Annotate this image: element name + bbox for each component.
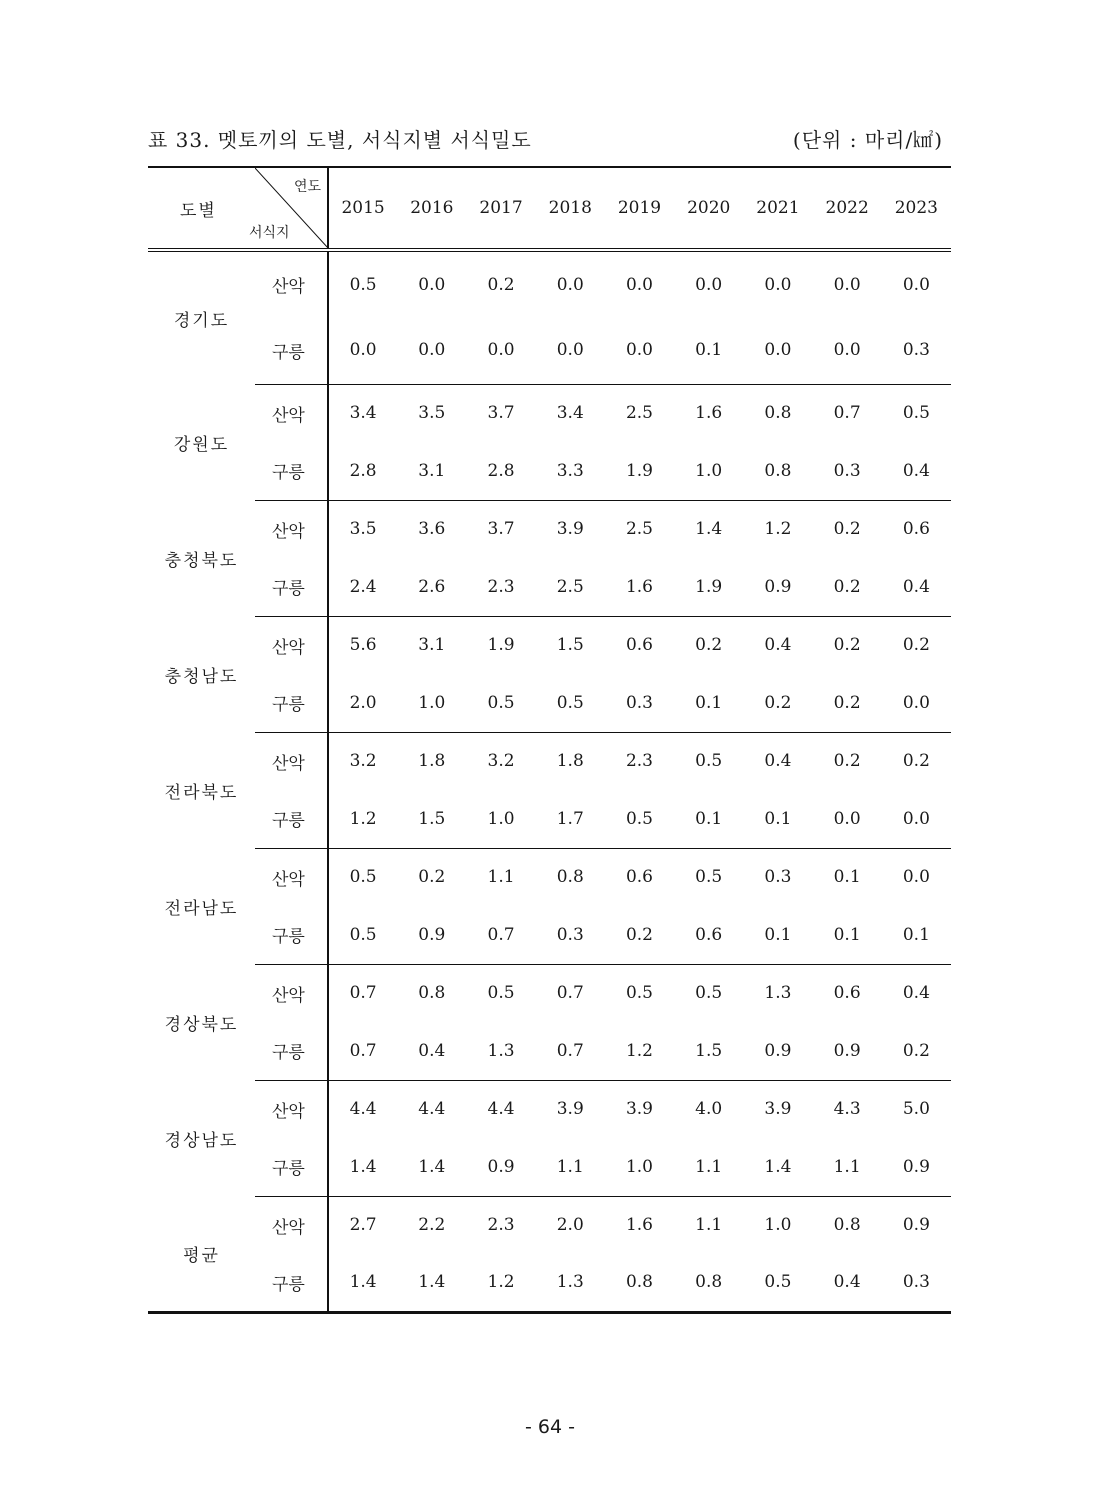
table-row [148,1196,951,1254]
density-value-cell: 0.0 [536,317,605,384]
density-value-cell: 3.2 [487,751,515,772]
habitat-cell: 산악 [255,1080,328,1138]
density-value-cell: 2.6 [397,558,466,616]
density-value-cell: 0.5 [349,274,377,295]
density-value-cell: 0.2 [833,751,861,772]
year-header: 2022 [813,167,882,250]
density-value-cell: 0.2 [833,519,861,540]
density-value-cell: 3.7 [487,519,515,540]
habitat-cell: 구릉 [255,442,328,500]
year-header: 2019 [605,167,674,250]
habitat-cell: 구릉 [255,1254,328,1312]
density-value-cell: 1.3 [764,983,792,1004]
density-value-cell: 0.0 [466,317,535,384]
density-value-cell: 0.1 [674,674,743,732]
density-value-cell: 3.6 [418,519,446,540]
density-table [148,166,951,1314]
density-value-cell: 1.0 [674,442,743,500]
density-value-cell: 1.1 [536,1138,605,1196]
table-row [148,674,951,732]
density-value-cell: 1.0 [397,674,466,732]
habitat-cell: 산악 [255,384,328,442]
table-row [148,616,951,674]
table-row [148,790,951,848]
density-value-cell: 0.2 [882,1022,951,1080]
density-value-cell: 0.9 [743,1022,812,1080]
table-row [148,1080,951,1138]
year-header: 2018 [536,167,605,250]
density-value-cell: 0.1 [674,790,743,848]
density-value-cell: 1.1 [813,1138,882,1196]
density-value-cell: 1.1 [695,1215,723,1236]
region-cell: 강원도 [173,434,230,455]
density-value-cell: 1.8 [556,751,584,772]
density-value-cell: 0.8 [833,1215,861,1236]
density-value-cell: 0.4 [882,558,951,616]
region-cell: 경상북도 [164,1014,239,1035]
density-value-cell: 0.9 [902,1215,930,1236]
density-value-cell: 0.5 [466,674,535,732]
density-value-cell: 0.3 [882,1254,951,1312]
density-value-cell: 0.5 [743,1254,812,1312]
table-row [148,964,951,1022]
density-value-cell: 1.9 [605,442,674,500]
density-value-cell: 0.5 [902,403,930,424]
density-value-cell: 0.0 [625,274,653,295]
density-value-cell: 1.3 [466,1022,535,1080]
density-value-cell: 2.0 [328,674,397,732]
density-value-cell: 0.2 [487,274,515,295]
density-value-cell: 0.0 [695,274,723,295]
density-value-cell: 1.6 [625,1215,653,1236]
density-value-cell: 0.5 [349,867,377,888]
density-value-cell: 3.9 [764,1099,792,1120]
region-cell: 충청남도 [164,666,239,687]
density-value-cell: 1.4 [397,1138,466,1196]
density-value-cell: 3.1 [418,635,446,656]
unit-label: (단위 : 마리/㎢) [792,128,943,152]
density-value-cell: 0.5 [695,867,723,888]
habitat-cell: 산악 [255,1196,328,1254]
year-header: 2015 [328,167,397,250]
density-value-cell: 0.5 [536,674,605,732]
table-row [148,558,951,616]
density-value-cell: 4.4 [487,1099,515,1120]
density-value-cell: 0.5 [328,906,397,964]
habitat-axis-label: 서식지 [249,225,290,241]
density-value-cell: 0.5 [695,983,723,1004]
density-value-cell: 0.9 [397,906,466,964]
density-value-cell: 0.3 [536,906,605,964]
density-value-cell: 0.6 [625,635,653,656]
density-value-cell: 0.0 [418,274,446,295]
density-value-cell: 0.0 [556,274,584,295]
region-cell: 충청북도 [164,550,239,571]
density-value-cell: 3.5 [418,403,446,424]
density-value-cell: 0.0 [743,317,812,384]
density-value-cell: 3.9 [625,1099,653,1120]
table-row [148,906,951,964]
density-value-cell: 0.1 [674,317,743,384]
density-value-cell: 0.2 [813,674,882,732]
density-value-cell: 0.9 [813,1022,882,1080]
density-value-cell: 1.5 [556,635,584,656]
density-value-cell: 3.9 [556,519,584,540]
habitat-cell: 구릉 [255,1022,328,1080]
density-value-cell: 1.9 [487,635,515,656]
density-value-cell: 0.0 [605,317,674,384]
habitat-cell: 구릉 [255,558,328,616]
density-value-cell: 0.5 [625,983,653,1004]
density-value-cell: 5.6 [349,635,377,656]
density-value-cell: 0.2 [902,635,930,656]
density-value-cell: 1.2 [328,790,397,848]
density-value-cell: 0.8 [674,1254,743,1312]
density-value-cell: 1.4 [397,1254,466,1312]
year-header: 2017 [466,167,535,250]
density-value-cell: 0.8 [605,1254,674,1312]
habitat-cell: 산악 [255,848,328,906]
table-row [148,384,951,442]
density-value-cell: 0.1 [813,906,882,964]
density-value-cell: 1.1 [674,1138,743,1196]
habitat-cell: 구릉 [255,674,328,732]
density-value-cell: 0.5 [487,983,515,1004]
year-axis-label: 연도 [293,179,321,195]
table-row [148,317,951,384]
header-row [148,167,951,250]
density-value-cell: 0.0 [882,674,951,732]
table-row [148,442,951,500]
density-value-cell: 1.2 [764,519,792,540]
density-value-cell: 1.2 [605,1022,674,1080]
density-value-cell: 0.0 [902,274,930,295]
density-value-cell: 0.1 [882,906,951,964]
density-value-cell: 3.4 [556,403,584,424]
density-value-cell: 0.2 [605,906,674,964]
density-value-cell: 3.7 [487,403,515,424]
density-value-cell: 1.7 [536,790,605,848]
density-value-cell: 1.4 [328,1138,397,1196]
table-row [148,732,951,790]
density-value-cell: 0.0 [813,317,882,384]
density-value-cell: 0.1 [833,867,861,888]
density-value-cell: 0.5 [605,790,674,848]
density-value-cell: 4.4 [418,1099,446,1120]
density-value-cell: 0.7 [556,983,584,1004]
region-cell: 평균 [183,1245,220,1266]
table-row [148,1022,951,1080]
density-value-cell: 1.5 [397,790,466,848]
table-row [148,1254,951,1312]
region-cell: 전라남도 [164,898,239,919]
habitat-cell: 구릉 [255,1138,328,1196]
density-value-cell: 0.0 [764,274,792,295]
density-value-cell: 3.9 [556,1099,584,1120]
density-value-cell: 0.0 [882,790,951,848]
density-value-cell: 2.5 [625,519,653,540]
density-value-cell: 0.7 [833,403,861,424]
density-value-cell: 2.7 [349,1215,377,1236]
habitat-cell: 구릉 [255,790,328,848]
density-value-cell: 0.7 [466,906,535,964]
table-row [148,250,951,317]
density-value-cell: 0.2 [833,635,861,656]
density-value-cell: 0.2 [695,635,723,656]
habitat-cell: 구릉 [255,906,328,964]
density-value-cell: 0.4 [813,1254,882,1312]
density-value-cell: 3.3 [536,442,605,500]
density-value-cell: 0.0 [902,867,930,888]
table-title: 표 33. 멧토끼의 도별, 서식지별 서식밀도 [148,128,532,152]
density-value-cell: 0.9 [466,1138,535,1196]
density-value-cell: 1.0 [764,1215,792,1236]
density-value-cell: 4.0 [695,1099,723,1120]
density-value-cell: 1.1 [487,867,515,888]
density-value-cell: 2.5 [625,403,653,424]
table-row [148,1138,951,1196]
density-value-cell: 1.0 [466,790,535,848]
year-header: 2016 [397,167,466,250]
density-value-cell: 1.4 [695,519,723,540]
density-value-cell: 0.3 [764,867,792,888]
density-value-cell: 0.8 [743,442,812,500]
density-value-cell: 0.2 [418,867,446,888]
density-value-cell: 0.6 [625,867,653,888]
habitat-cell: 산악 [255,250,328,317]
density-value-cell: 0.3 [605,674,674,732]
density-value-cell: 0.5 [695,751,723,772]
density-value-cell: 1.3 [536,1254,605,1312]
density-value-cell: 0.4 [764,635,792,656]
year-header: 2020 [674,167,743,250]
habitat-cell: 구릉 [255,317,328,384]
density-value-cell: 1.8 [418,751,446,772]
density-value-cell: 2.8 [328,442,397,500]
region-header: 도별 [148,167,255,250]
density-value-cell: 3.2 [349,751,377,772]
density-value-cell: 1.9 [674,558,743,616]
density-value-cell: 1.5 [674,1022,743,1080]
density-value-cell: 2.5 [536,558,605,616]
density-value-cell: 1.2 [466,1254,535,1312]
density-value-cell: 0.3 [813,442,882,500]
diagonal-header [249,167,328,250]
density-value-cell: 0.7 [349,983,377,1004]
density-value-cell: 0.1 [743,906,812,964]
density-value-cell: 0.6 [833,983,861,1004]
year-header: 2021 [743,167,812,250]
density-value-cell: 0.2 [813,558,882,616]
density-value-cell: 0.8 [418,983,446,1004]
habitat-cell: 산악 [255,732,328,790]
density-value-cell: 4.3 [833,1099,861,1120]
density-value-cell: 2.3 [625,751,653,772]
density-value-cell: 4.4 [349,1099,377,1120]
density-value-cell: 0.1 [743,790,812,848]
density-value-cell: 3.1 [397,442,466,500]
density-value-cell: 0.9 [882,1138,951,1196]
region-cell: 경기도 [173,310,230,331]
density-value-cell: 3.5 [349,519,377,540]
density-value-cell: 0.0 [813,790,882,848]
density-value-cell: 2.8 [466,442,535,500]
table-row [148,848,951,906]
density-value-cell: 0.7 [328,1022,397,1080]
density-value-cell: 0.0 [328,317,397,384]
density-value-cell: 0.4 [764,751,792,772]
density-value-cell: 0.0 [397,317,466,384]
density-value-cell: 0.6 [902,519,930,540]
density-value-cell: 1.6 [605,558,674,616]
region-cell: 경상남도 [164,1130,239,1151]
habitat-cell: 산악 [255,616,328,674]
density-value-cell: 2.2 [418,1215,446,1236]
density-value-cell: 0.8 [764,403,792,424]
table-body [148,250,951,1312]
density-value-cell: 0.3 [882,317,951,384]
year-header: 2023 [882,167,951,250]
density-value-cell: 2.3 [466,558,535,616]
density-value-cell: 5.0 [902,1099,930,1120]
table-row [148,500,951,558]
density-value-cell: 0.4 [882,442,951,500]
density-value-cell: 2.3 [487,1215,515,1236]
habitat-cell: 산악 [255,964,328,1022]
density-value-cell: 1.4 [328,1254,397,1312]
habitat-cell: 산악 [255,500,328,558]
density-value-cell: 0.6 [674,906,743,964]
density-value-cell: 0.2 [902,751,930,772]
density-value-cell: 0.4 [397,1022,466,1080]
region-cell: 전라북도 [164,782,239,803]
density-value-cell: 2.0 [556,1215,584,1236]
density-value-cell: 0.9 [743,558,812,616]
density-value-cell: 0.8 [556,867,584,888]
density-value-cell: 1.0 [605,1138,674,1196]
density-value-cell: 3.4 [349,403,377,424]
density-value-cell: 1.6 [695,403,723,424]
density-value-cell: 0.0 [833,274,861,295]
density-value-cell: 0.7 [536,1022,605,1080]
table-caption [148,124,951,154]
density-value-cell: 2.4 [328,558,397,616]
density-value-cell: 1.4 [743,1138,812,1196]
density-value-cell: 0.2 [743,674,812,732]
page-number: - 64 - [525,1416,575,1438]
density-value-cell: 0.4 [902,983,930,1004]
